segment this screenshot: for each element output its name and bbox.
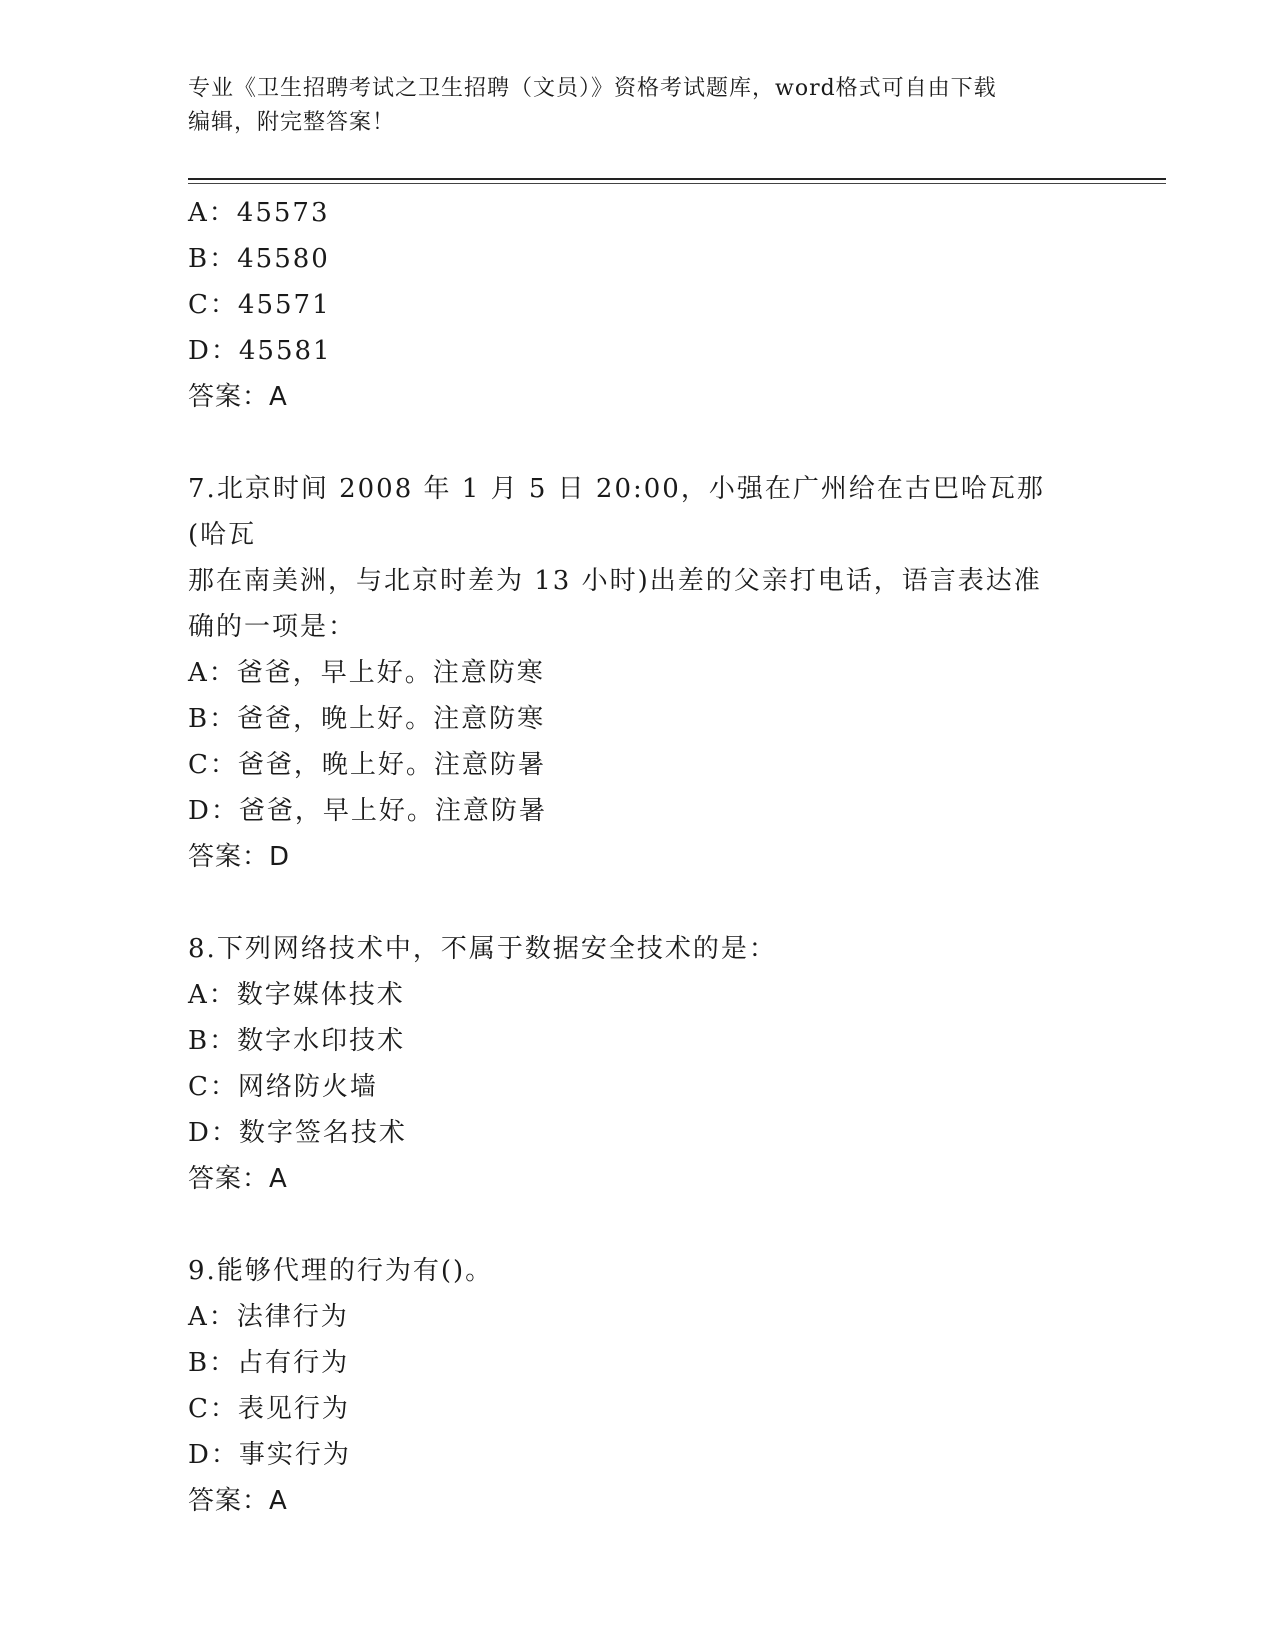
question-list xyxy=(188,190,1088,1524)
option-a: A：45573 xyxy=(188,198,330,228)
question-stem-cont: 那在南美洲，与北京时差为 13 小时)出差的父亲打电话，语言表达准 xyxy=(188,566,1042,596)
option-b: B：爸爸，晚上好。注意防寒 xyxy=(188,704,546,734)
document-header xyxy=(188,72,1088,140)
header-line-1: 专业《卫生招聘考试之卫生招聘（文员）》资格考试题库，word格式可自由下载 xyxy=(188,76,997,101)
option-d: D：数字签名技术 xyxy=(188,1118,407,1148)
question-stem-cont: 确的一项是： xyxy=(188,612,357,642)
option-a: A：爸爸，早上好。注意防寒 xyxy=(188,658,545,688)
question-stem: 9.能够代理的行为有()。 xyxy=(188,1256,494,1286)
option-c: C：爸爸，晚上好。注意防暑 xyxy=(188,750,546,780)
spacer xyxy=(188,420,1088,466)
header-divider-thin xyxy=(188,183,1166,184)
option-a: A：法律行为 xyxy=(188,1302,349,1332)
spacer xyxy=(188,1202,1088,1248)
option-b: B：数字水印技术 xyxy=(188,1026,406,1056)
question-block-7 xyxy=(188,466,1088,880)
question-block-prev xyxy=(188,190,1088,420)
header-divider-thick xyxy=(188,178,1166,180)
option-b: B：占有行为 xyxy=(188,1348,350,1378)
question-stem: 8.下列网络技术中，不属于数据安全技术的是： xyxy=(188,934,777,964)
option-c: C：网络防火墙 xyxy=(188,1072,378,1102)
question-block-8 xyxy=(188,926,1088,1202)
header-line-2: 编辑，附完整答案！ xyxy=(188,110,396,135)
spacer xyxy=(188,880,1088,926)
answer-line: 答案：A xyxy=(188,382,288,412)
question-block-9 xyxy=(188,1248,1088,1524)
answer-line: 答案：D xyxy=(188,842,291,872)
option-a: A：数字媒体技术 xyxy=(188,980,405,1010)
answer-line: 答案：A xyxy=(188,1164,288,1194)
answer-line: 答案：A xyxy=(188,1486,288,1516)
option-d: D：事实行为 xyxy=(188,1440,351,1470)
question-stem: 7.北京时间 2008 年 1 月 5 日 20:00，小强在广州给在古巴哈瓦那(哈瓦 xyxy=(188,474,1045,550)
option-c: C：表见行为 xyxy=(188,1394,350,1424)
option-c: C：45571 xyxy=(188,290,331,320)
option-b: B：45580 xyxy=(188,244,330,274)
option-d: D：45581 xyxy=(188,336,332,366)
option-d: D：爸爸，早上好。注意防暑 xyxy=(188,796,547,826)
